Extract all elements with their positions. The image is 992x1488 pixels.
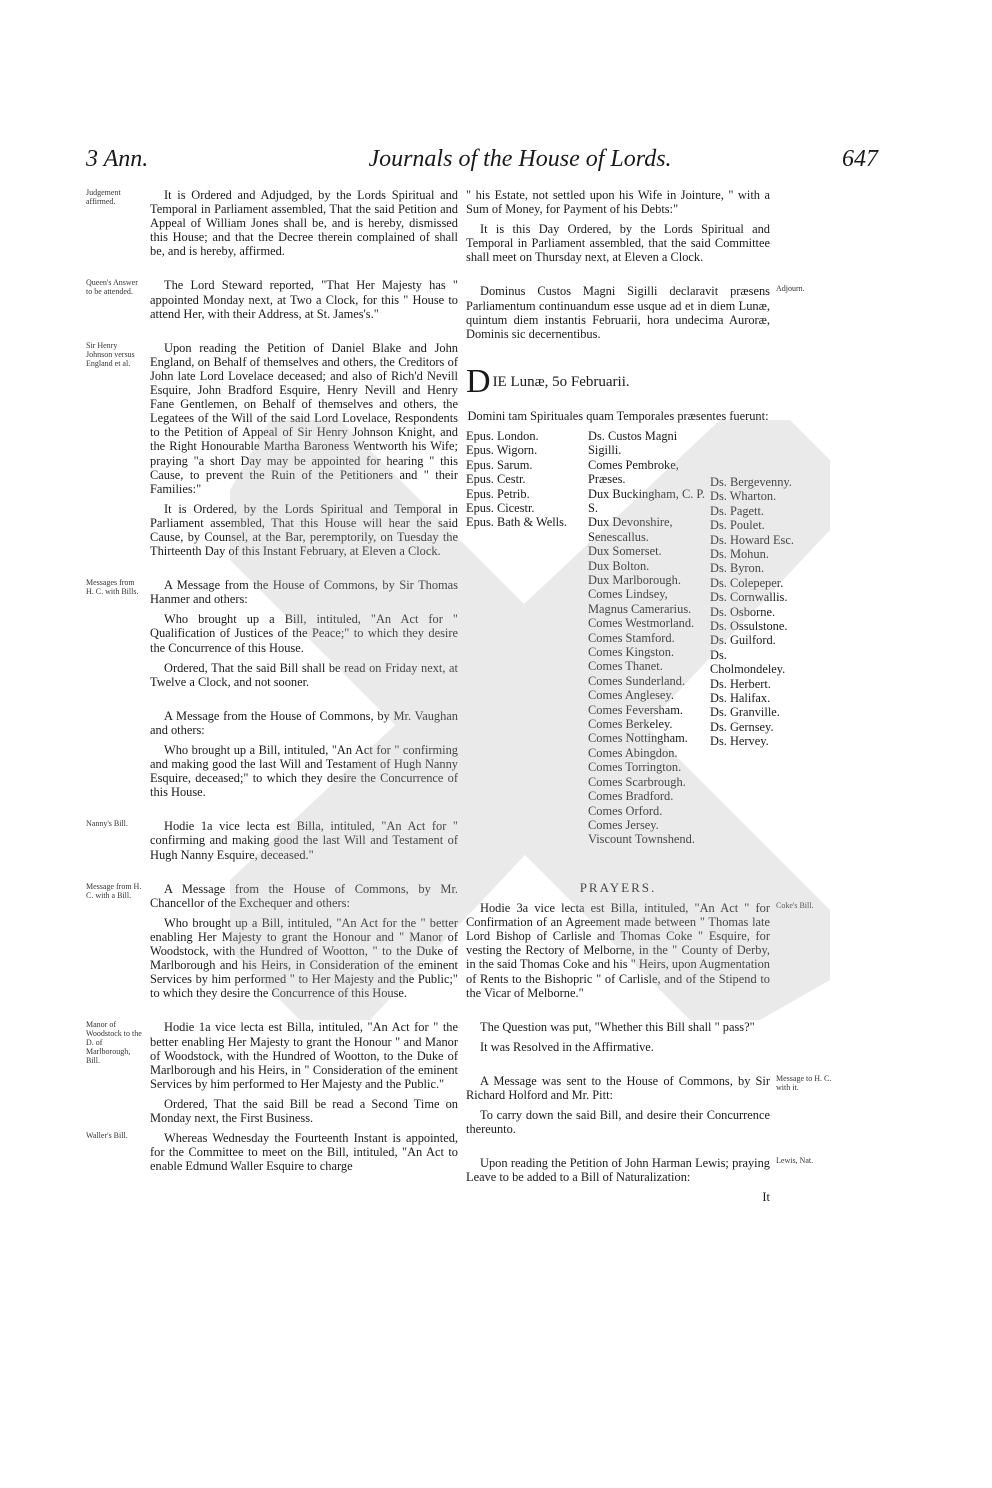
lord-entry: Ds. Poulet.: [710, 518, 765, 533]
paragraph: Nanny's Bill. Hodie 1a vice lecta est Billa, intituled, "An Act for " confirming and making good the last Will and Testament of Hugh Nanny Esquire, deceased.": [86, 819, 458, 862]
lord-entry: Epus. London.: [466, 428, 539, 443]
paragraph: The Question was put, "Whether this Bill shall " pass?": [480, 1019, 755, 1034]
paragraph: Adjourn. Dominus Custos Magni Sigilli declaravit præsens Parliamentum continuandum esse usque ad et in diem Lunæ, quintum diem instantis Februarii, hora undecima Auroræ, Dominis sic decernentibus.: [466, 284, 770, 340]
lords-column-peers: [588, 429, 706, 847]
lord-entry: Comes Westmorland.: [588, 616, 695, 631]
paragraph: Judgement affirmed. It is Ordered and Adjudged, by the Lords Spiritual and Temporal in Parliament assembled, That the said Petition and Appeal of William Jones shall be, and is hereby, dismissed this House; and that the Decree therein complained of shall be, and is hereby, affirmed.: [86, 188, 458, 259]
paragraph: Who brought up a Bill, intituled, "An Act for " Qualification of Justices of the Peace;" to which they desire the Concurrence of this House.: [150, 612, 458, 655]
lord-entry: Ds. Colepeper.: [710, 575, 784, 590]
paragraph: Message to H. C. with it. A Message was sent to the House of Commons, by Sir Richard Holford and Mr. Pitt:: [466, 1074, 770, 1102]
paragraph: Lewis, Nat. Upon reading the Petition of John Harman Lewis; praying Leave to be added to a Bill of Naturalization:: [466, 1156, 770, 1184]
drop-initial: D: [466, 362, 491, 400]
margin-note: Sir Henry Johnson versus England et al.: [86, 340, 135, 368]
lord-entry: Dux Somerset.: [588, 544, 662, 559]
paragraph: It is Ordered, by the Lords Spiritual and Temporal in Parliament assembled, That this House will hear the said Cause, by Counsel, at the Bar, peremptorily, on Tuesday the Thirteenth Day of this Instant February, at Eleven a Clock.: [150, 501, 458, 559]
right-column: [466, 188, 832, 1205]
lord-entry: Viscount Townshend.: [588, 832, 695, 847]
lord-entry: Ds. Osborne.: [710, 604, 776, 619]
lord-entry: Comes Sunderland.: [588, 673, 686, 688]
paragraph: Coke's Bill. Hodie 3a vice lecta est Billa, intituled, "An Act " for Confirmation of an Agreement made between " Thomas late Lord Bishop of Carlisle and Thomas Coke " Esquire, for vesting the Rectory of Melborne, in the " County of Derby, in the said Thomas Coke and his " Heirs, upon Augmentation of Rents to the Bishopric " of Carlisle, and of the Stipend to the Vicar of Melborne.": [466, 901, 770, 1000]
margin-note: Queen's Answer to be attended.: [86, 278, 138, 297]
lord-entry: Comes Feversham.: [588, 702, 683, 717]
lord-entry: Ds. Byron.: [710, 561, 765, 576]
lord-entry: Comes Abingdon.: [588, 745, 678, 760]
margin-note: Nanny's Bill.: [86, 819, 128, 829]
paragraph: It was Resolved in the Affirmative.: [480, 1039, 654, 1054]
lord-entry: Comes Nottingham.: [588, 731, 688, 746]
paragraph: Who brought up a Bill, intituled, "An Act for " confirming and making good the last Will and Testament of Hugh Nanny Esquire, deceased;" to which they desire the Concurrence of this House.: [150, 743, 458, 800]
lord-entry: Ds. Cholmondeley.: [710, 647, 786, 677]
lord-entry: Ds. Herbert.: [710, 676, 771, 691]
lord-entry: Comes Torrington.: [588, 760, 682, 775]
lord-entry: Dux Marlborough.: [588, 573, 681, 587]
paragraph: Ordered, That the said Bill be read a Second Time on Monday next, the First Business.: [150, 1096, 458, 1125]
lord-entry: Epus. Cicestr.: [466, 500, 535, 515]
paragraph: It is this Day Ordered, by the Lords Spiritual and Temporal in Parliament assembled, that the said Committee shall meet on Thursday next, at Eleven a Clock.: [466, 222, 770, 265]
margin-note: Waller's Bill.: [86, 1131, 128, 1141]
prayers-heading: PRAYERS.: [579, 879, 657, 895]
lord-entry: Comes Thanet.: [588, 659, 663, 674]
margin-note: Coke's Bill.: [776, 901, 814, 911]
day-heading: DIE Lunæ, 5o Februarii.: [466, 362, 630, 400]
paragraph: Queen's Answer to be attended. The Lord Steward reported, "That Her Majesty has " appointed Monday next, at Two a Clock, for this " House to attend Her, with their Address, at St. James's.": [86, 278, 458, 321]
paragraph: To carry down the said Bill, and desire their Concurrence thereunto.: [466, 1108, 770, 1137]
header-title: Journals of the House of Lords.: [368, 146, 672, 172]
lord-entry: Ds. Howard Esc.: [710, 532, 794, 547]
lord-entry: Comes Bradford.: [588, 789, 674, 804]
lord-entry: Ds. Halifax.: [710, 691, 771, 706]
lord-entry: Ds. Wharton.: [710, 489, 777, 504]
lord-entry: Comes Anglesey.: [588, 688, 674, 703]
lord-entry: Comes Orford.: [588, 803, 663, 818]
lord-entry: Ds. Ossulstone.: [710, 619, 788, 633]
margin-note: Message from H. C. with a Bill.: [86, 881, 142, 900]
lord-entry: Ds. Guilford.: [710, 633, 776, 648]
page-number: 647: [842, 146, 878, 172]
lord-entry: Ds. Bergevenny.: [710, 474, 792, 489]
margin-note: Manor of Woodstock to the D. of Marlborough, Bill.: [86, 1020, 142, 1066]
lord-entry: Dux Devonshire, Senescallus.: [588, 515, 673, 544]
lord-entry: Ds. Hervey.: [710, 734, 769, 749]
paragraph: A Message from the House of Commons, by Mr. Vaughan and others:: [150, 708, 458, 737]
lord-entry: Ds. Cornwallis.: [710, 590, 788, 605]
margin-note: Judgement affirmed.: [86, 188, 121, 206]
lord-entry: Epus. Sarum.: [466, 457, 533, 472]
paragraph: Messages from H. C. with Bills. A Message from the House of Commons, by Sir Thomas Hanmer and others:: [86, 578, 458, 607]
paragraph: Who brought up a Bill, intituled, "An Act for the " better enabling Her Majesty to grant the Honour and " Manor of Woodstock, with the Hundred of Wootton, " to the Duke of Marlborough and his Heirs, in Consideration of the eminent Services by him performed " to Her Majesty and the Public;" to which they desire the Concurrence of this House.: [150, 915, 458, 1001]
lord-entry: Ds. Mohun.: [710, 546, 769, 561]
lords-column-barons: [710, 475, 802, 749]
lord-entry: Comes Berkeley.: [588, 717, 673, 732]
catchword: It: [762, 1190, 770, 1205]
margin-note: Messages from H. C. with Bills.: [86, 578, 139, 597]
lord-entry: Ds. Custos Magni Sigilli.: [588, 428, 678, 458]
margin-note: Adjourn.: [776, 284, 805, 294]
lord-entry: Comes Lindsey, Magnus Camerarius.: [588, 587, 692, 616]
lord-entry: Dux Bolton.: [588, 558, 650, 573]
lord-entry: Epus. Bath & Wells.: [466, 515, 567, 530]
paragraph: Manor of Woodstock to the D. of Marlborough, Bill. Hodie 1a vice lecta est Billa, intituled, "An Act for " the better enabling Her Majesty to grant the Honour " and Manor of Woodstock, with the Hundred of Wootton, to the Duke of Marlborough and his Heirs, in " Consideration of the eminent Services by him performed to Her Majesty and the Public.": [86, 1020, 458, 1091]
lord-entry: Comes Pembroke, Præses.: [588, 457, 679, 487]
lord-entry: Comes Stamford.: [588, 630, 675, 645]
lord-entry: Ds. Granville.: [710, 705, 780, 720]
lord-entry: Epus. Cestr.: [466, 472, 526, 487]
lord-entry: Epus. Petrib.: [466, 486, 530, 501]
paragraph: Ordered, That the said Bill shall be read on Friday next, at Twelve a Clock, and not sooner.: [150, 660, 458, 689]
lords-column-bishops: [466, 429, 584, 530]
left-column: [86, 188, 458, 1179]
header-session: 3 Ann.: [86, 146, 149, 172]
paragraph: Sir Henry Johnson versus England et al. Upon reading the Petition of Daniel Blake and John England, on Behalf of themselves and others, the Creditors of John late Lord Lovelace deceased; and also of Rich'd Nevill Esquire, John Bradford Esquire, Henry Nevill and Henry Fane Gentlemen, on Behalf of themselves and others, the Legatees of the Will of the said Lord Lovelace, Respondents to the Petition of Appeal of Sir Henry Johnson Knight, and the Right Honourable Martha Baroness Wentworth his Wife; praying "a short Day may be appointed for hearing " this Cause, to prevent the Ruin of the Petitioners and " their Families:": [86, 340, 458, 496]
paragraph: Message from H. C. with a Bill. A Message from the House of Commons, by Mr. Chancellor of the Exchequer and others:: [86, 881, 458, 910]
paragraph: " his Estate, not settled upon his Wife in Jointure, " with a Sum of Money, for Payment of his Debts:": [466, 188, 770, 217]
present-line: Domini tam Spirituales quam Temporales præsentes fuerunt:: [467, 408, 769, 423]
margin-note: Message to H. C. with it.: [776, 1073, 832, 1092]
lord-entry: Ds. Gernsey.: [710, 719, 774, 734]
lord-entry: Ds. Pagett.: [710, 503, 765, 518]
paragraph: Waller's Bill. Whereas Wednesday the Fourteenth Instant is appointed, for the Committee to meet on the Bill, intituled, "An Act to enable Edmund Waller Esquire to charge: [86, 1131, 458, 1174]
lord-entry: Comes Jersey.: [588, 817, 659, 832]
lords-present-list: [466, 428, 794, 869]
lord-entry: Dux Buckingham, C. P. S.: [588, 486, 706, 515]
lord-entry: Epus. Wigorn.: [466, 443, 538, 458]
lord-entry: Comes Kingston.: [588, 645, 675, 660]
margin-note: Lewis, Nat.: [776, 1156, 814, 1166]
lord-entry: Comes Scarbrough.: [588, 774, 686, 789]
